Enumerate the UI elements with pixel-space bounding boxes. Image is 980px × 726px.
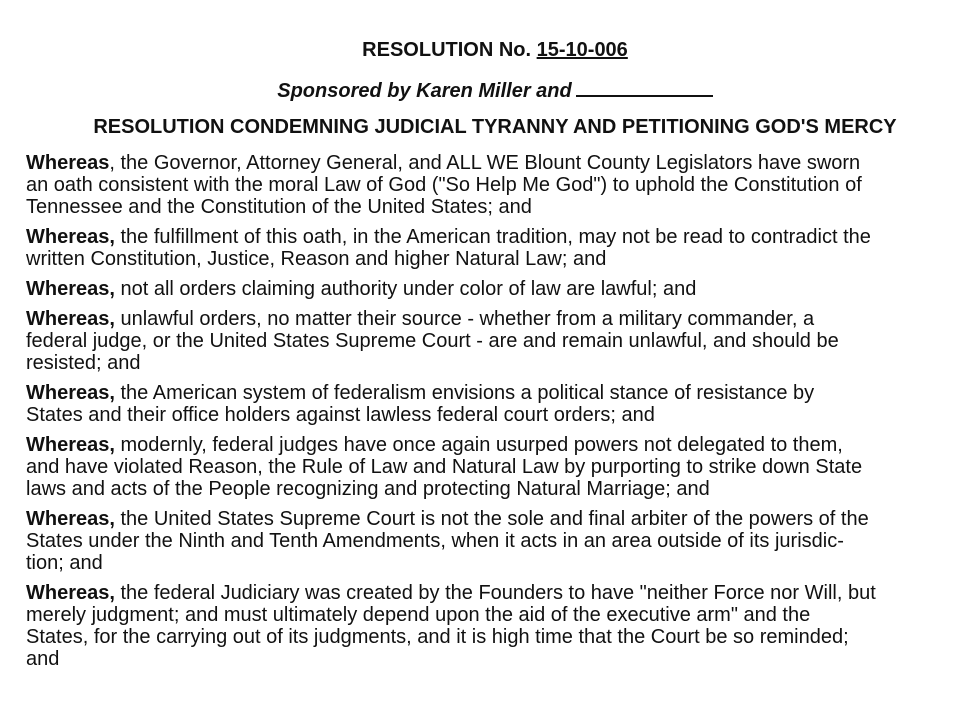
sponsor-line	[0, 77, 980, 103]
clause-lead: Whereas,	[26, 434, 115, 456]
clause-line	[26, 478, 976, 500]
clause-text: tion; and	[26, 552, 103, 574]
clause-line	[26, 248, 976, 270]
clause-text: not all orders claiming authority under color of law are lawful; and	[114, 278, 697, 300]
whereas-clause	[26, 152, 976, 218]
clause-lead: Whereas,	[26, 226, 115, 248]
whereas-clause	[26, 278, 976, 300]
whereas-clause	[26, 434, 976, 500]
whereas-clause	[26, 582, 976, 670]
resolution-title-prefix: RESOLUTION No.	[362, 39, 537, 61]
clause-line	[26, 530, 976, 552]
resolution-title	[0, 38, 980, 62]
clause-lead: Whereas	[26, 152, 110, 174]
clause-text: Tennessee and the Constitution of the United States; and	[26, 196, 532, 218]
clause-line	[26, 582, 976, 604]
clause-lead: Whereas,	[26, 382, 115, 404]
clause-line	[26, 626, 976, 648]
clause-line	[26, 352, 976, 374]
clause-lead: Whereas,	[26, 582, 115, 604]
clause-line	[26, 382, 976, 404]
clause-text: federal judge, or the United States Supreme Court - are and remain unlawful, and should be	[26, 330, 839, 352]
clause-text: and	[26, 648, 60, 670]
clause-line	[26, 278, 976, 300]
clause-text: the United States Supreme Court is not the sole and final arbiter of the powers of the	[114, 508, 869, 530]
clause-text: and have violated Reason, the Rule of Law and Natural Law by purporting to strike down State	[26, 456, 863, 478]
clause-line	[26, 226, 976, 248]
clause-text: the fulfillment of this oath, in the American tradition, may not be read to contradict the	[114, 226, 871, 248]
clause-line	[26, 330, 976, 352]
clause-line	[26, 456, 976, 478]
clause-line	[26, 152, 976, 174]
clause-text: the federal Judiciary was created by the Founders to have "neither Force nor Will, but	[114, 582, 876, 604]
clause-line	[26, 308, 976, 330]
sponsor-blank-line	[576, 77, 713, 97]
clause-lead: Whereas,	[26, 508, 115, 530]
clause-line	[26, 604, 976, 626]
whereas-clause	[26, 508, 976, 574]
clause-text: the American system of federalism envisions a political stance of resistance by	[114, 382, 815, 404]
clause-text: States, for the carrying out of its judgments, and it is high time that the Court be so reminded;	[26, 626, 849, 648]
clause-text: written Constitution, Justice, Reason and higher Natural Law; and	[26, 248, 607, 270]
clause-text: merely judgment; and must ultimately depend upon the aid of the executive arm" and the	[26, 604, 811, 626]
whereas-clause	[26, 382, 976, 426]
clause-text: unlawful orders, no matter their source - whether from a military commander, a	[114, 308, 815, 330]
sponsor-text: Sponsored by Karen Miller and	[277, 80, 572, 102]
clause-text: modernly, federal judges have once again usurped powers not delegated to them,	[114, 434, 843, 456]
whereas-clause	[26, 226, 976, 270]
clause-text: States under the Ninth and Tenth Amendments, when it acts in an area outside of its jurisdic-	[26, 530, 844, 552]
clause-line	[26, 174, 976, 196]
clause-line	[26, 648, 976, 670]
clause-lead: Whereas,	[26, 308, 115, 330]
clause-text: laws and acts of the People recognizing and protecting Natural Marriage; and	[26, 478, 710, 500]
clause-lead: Whereas,	[26, 278, 115, 300]
whereas-clauses	[26, 152, 976, 678]
resolution-number: 15-10-006	[536, 39, 628, 61]
clause-line	[26, 404, 976, 426]
clause-line	[26, 434, 976, 456]
clause-text: resisted; and	[26, 352, 141, 374]
clause-text: , the Governor, Attorney General, and ALL WE Blount County Legislators have sworn	[109, 152, 861, 174]
whereas-clause	[26, 308, 976, 374]
resolution-subject: RESOLUTION CONDEMNING JUDICIAL TYRANNY AND PETITIONING GOD'S MERCY	[93, 116, 897, 138]
clause-text: an oath consistent with the moral Law of God ("So Help Me God") to uphold the Constitution of	[26, 174, 862, 196]
clause-line	[26, 508, 976, 530]
clause-line	[26, 552, 976, 574]
clause-text: States and their office holders against lawless federal court orders; and	[26, 404, 655, 426]
clause-line	[26, 196, 976, 218]
